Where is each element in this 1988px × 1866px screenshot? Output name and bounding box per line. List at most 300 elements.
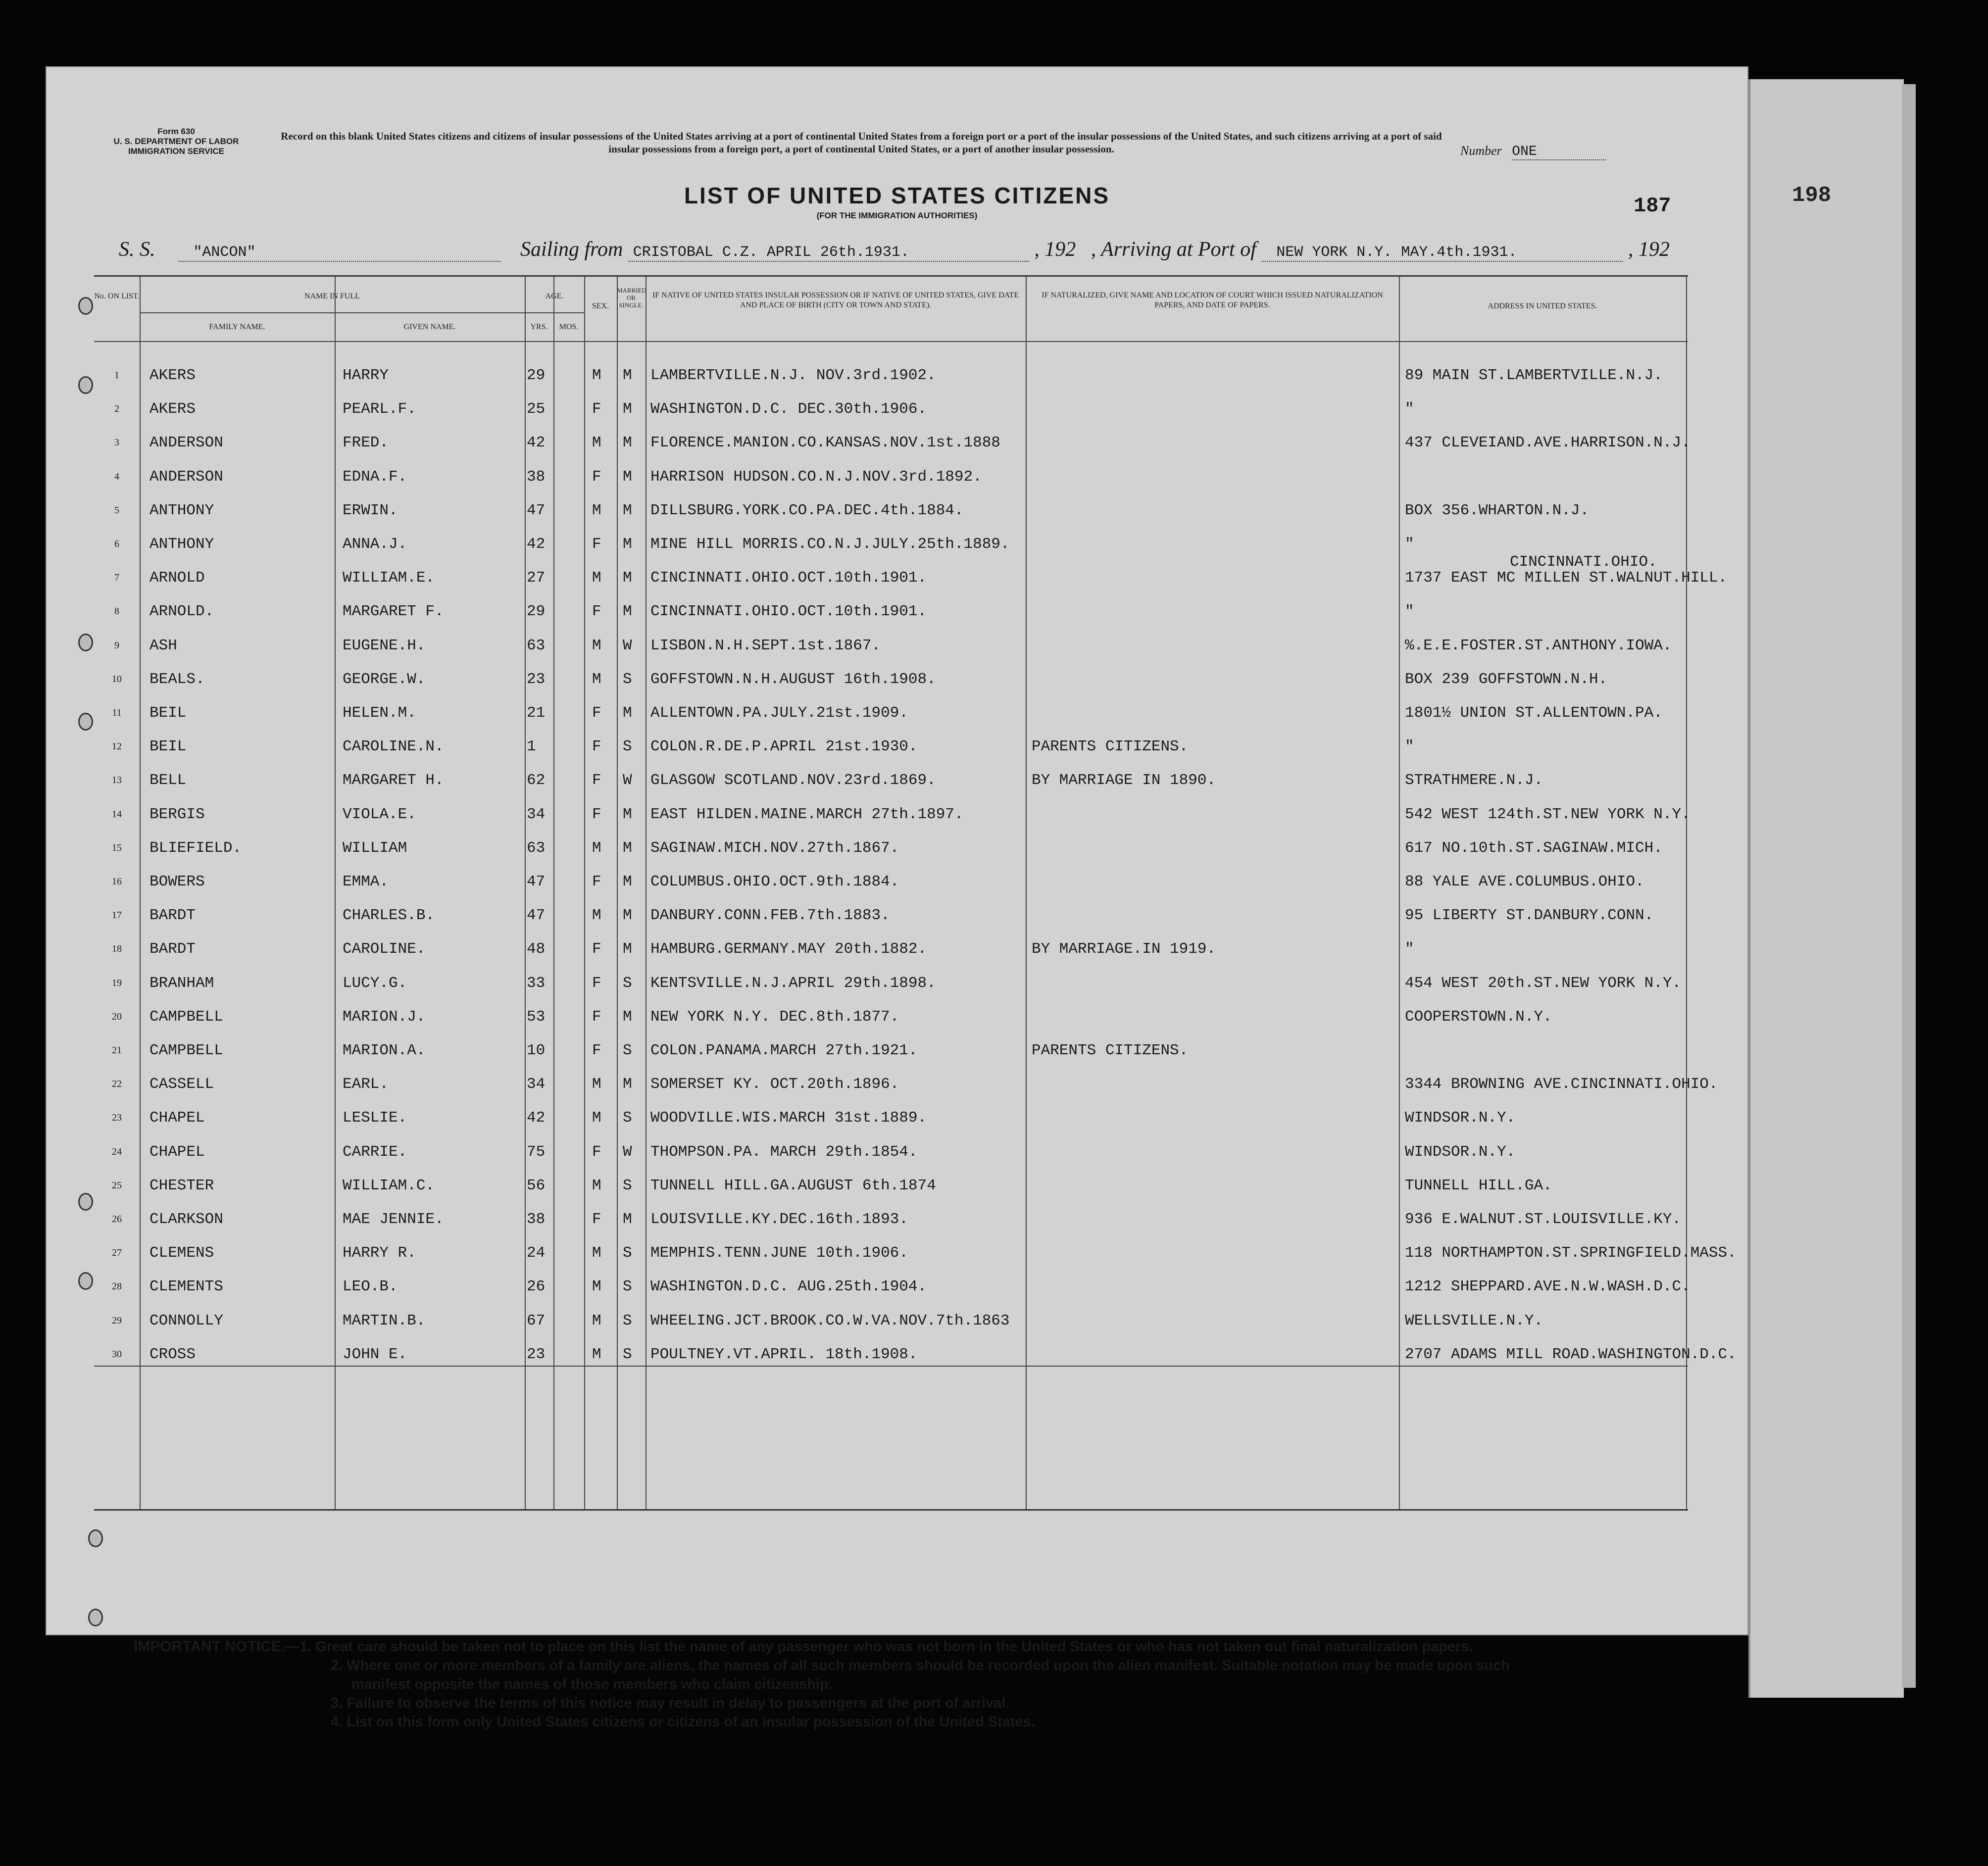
birth-place-date: FLORENCE.MANION.CO.KANSAS.NOV.1st.1888 bbox=[650, 434, 1000, 452]
age-years: 47 bbox=[527, 501, 546, 519]
year-2: , 192 bbox=[1628, 238, 1670, 261]
sex: M bbox=[592, 1312, 601, 1329]
marital-status: S bbox=[623, 1109, 632, 1127]
marital-status: M bbox=[623, 839, 632, 857]
marital-status: M bbox=[623, 501, 632, 519]
notice-item-4: 4. List on this form only United States citizens or citizens of an insular possession of the United States. bbox=[331, 1714, 1035, 1730]
birth-place-date: HAMBURG.GERMANY.MAY 20th.1882. bbox=[650, 940, 927, 958]
row-number: 18 bbox=[112, 943, 122, 955]
address: 542 WEST 124th.ST.NEW YORK N.Y. bbox=[1405, 805, 1690, 823]
marital-status: M bbox=[623, 536, 632, 553]
family-name: CHESTER bbox=[149, 1177, 214, 1194]
list-number-value: ONE bbox=[1512, 144, 1606, 160]
col-given-header: GIVEN NAME. bbox=[403, 323, 456, 331]
birth-place-date: LISBON.N.H.SEPT.1st.1867. bbox=[650, 637, 881, 654]
table-row bbox=[94, 828, 1688, 865]
marital-status: M bbox=[623, 1008, 632, 1026]
sex: M bbox=[592, 1244, 601, 1262]
next-page-number: 198 bbox=[1792, 183, 1832, 208]
col-age-header: AGE. bbox=[545, 292, 564, 300]
row-number: 6 bbox=[114, 539, 119, 549]
row-number: 7 bbox=[114, 572, 119, 584]
given-name: HARRY R. bbox=[343, 1244, 416, 1262]
birth-place-date: MEMPHIS.TENN.JUNE 10th.1906. bbox=[650, 1244, 908, 1262]
address: WINDSOR.N.Y. bbox=[1405, 1109, 1516, 1127]
row-number: 30 bbox=[112, 1348, 122, 1360]
age-years: 63 bbox=[527, 839, 546, 857]
table-row bbox=[94, 963, 1688, 1000]
given-name: MARTIN.B. bbox=[343, 1312, 426, 1329]
age-years: 29 bbox=[527, 603, 546, 621]
address: 1212 SHEPPARD.AVE.N.W.WASH.D.C. bbox=[1405, 1278, 1690, 1296]
given-name: MARGARET F. bbox=[343, 603, 444, 621]
family-name: AKERS bbox=[149, 367, 196, 384]
birth-place-date: WHEELING.JCT.BROOK.CO.W.VA.NOV.7th.1863 bbox=[650, 1312, 1010, 1329]
sex: F bbox=[592, 1008, 601, 1026]
address: TUNNELL HILL.GA. bbox=[1405, 1177, 1552, 1194]
birth-place-date: WOODVILLE.WIS.MARCH 31st.1889. bbox=[650, 1109, 927, 1127]
address: BOX 239 GOFFSTOWN.N.H. bbox=[1405, 670, 1608, 688]
table-row bbox=[94, 1334, 1737, 1372]
given-name: WILLIAM bbox=[343, 839, 407, 857]
birth-place-date: SAGINAW.MICH.NOV.27th.1867. bbox=[650, 839, 899, 857]
col-birth-header: IF NATIVE OF UNITED STATES INSULAR POSSESSION OR IF NATIVE OF UNITED STATES, GIVE DATE AND PLACE OF BIRTH (CITY OR TOWN AND STATE). bbox=[652, 291, 1019, 309]
family-name: CONNOLLY bbox=[149, 1312, 223, 1329]
birth-place-date: SOMERSET KY. OCT.20th.1896. bbox=[650, 1076, 899, 1093]
next-page-edge bbox=[1748, 79, 1904, 1698]
col-family-header: FAMILY NAME. bbox=[209, 323, 265, 331]
marital-status: S bbox=[623, 1244, 632, 1262]
age-years: 67 bbox=[527, 1312, 546, 1329]
arriving-label: , Arriving at Port of bbox=[1091, 238, 1256, 261]
family-name: ARNOLD. bbox=[149, 603, 214, 621]
family-name: ARNOLD bbox=[149, 569, 205, 587]
address: 617 NO.10th.ST.SAGINAW.MICH. bbox=[1405, 839, 1663, 857]
family-name: BOWERS bbox=[149, 873, 205, 890]
binder-hole bbox=[78, 297, 93, 315]
voyage-line bbox=[119, 238, 1703, 267]
address-city-note: CINCINNATI.OHIO. bbox=[1510, 553, 1657, 571]
table-row bbox=[94, 355, 1688, 393]
address: " bbox=[1405, 603, 1414, 621]
given-name: ANNA.J. bbox=[343, 536, 407, 553]
row-number: 4 bbox=[114, 471, 119, 482]
given-name: ERWIN. bbox=[343, 501, 398, 519]
family-name: CAMPBELL bbox=[149, 1042, 223, 1059]
marital-status: W bbox=[623, 1143, 632, 1161]
form-header bbox=[97, 127, 255, 156]
sex: M bbox=[592, 1345, 601, 1363]
sex: F bbox=[592, 772, 601, 789]
age-years: 29 bbox=[527, 367, 546, 384]
row-number: 21 bbox=[112, 1045, 122, 1056]
naturalization: PARENTS CITIZENS. bbox=[1032, 738, 1189, 756]
table-row bbox=[94, 895, 1688, 933]
age-years: 38 bbox=[527, 468, 546, 486]
family-name: ANDERSON bbox=[149, 468, 223, 486]
col-married-header: MARRIED OR SINGLE. bbox=[617, 287, 646, 309]
age-years: 42 bbox=[527, 536, 546, 553]
address: COOPERSTOWN.N.Y. bbox=[1405, 1008, 1552, 1026]
address: " bbox=[1405, 536, 1414, 553]
row-number: 26 bbox=[112, 1214, 122, 1225]
marital-status: M bbox=[623, 400, 632, 418]
marital-status: M bbox=[623, 1211, 632, 1228]
table-row bbox=[94, 1165, 1688, 1203]
address: 3344 BROWNING AVE.CINCINNATI.OHIO. bbox=[1405, 1076, 1718, 1093]
sex: F bbox=[592, 603, 601, 621]
header-rule bbox=[140, 312, 584, 313]
birth-place-date: KENTSVILLE.N.J.APRIL 29th.1898. bbox=[650, 974, 936, 992]
sex: M bbox=[592, 367, 601, 384]
family-name: CAMPBELL bbox=[149, 1008, 223, 1026]
table-row bbox=[94, 1266, 1688, 1304]
given-name: MAE JENNIE. bbox=[343, 1211, 444, 1228]
given-name: LESLIE. bbox=[343, 1109, 407, 1127]
table-row bbox=[94, 659, 1688, 696]
age-years: 62 bbox=[527, 772, 546, 789]
given-name: GEORGE.W. bbox=[343, 670, 426, 688]
given-name: EMMA. bbox=[343, 873, 389, 890]
sex: F bbox=[592, 1211, 601, 1228]
col-address-header: ADDRESS IN UNITED STATES. bbox=[1488, 302, 1597, 310]
form-number: Form 630 bbox=[157, 127, 195, 136]
family-name: CHAPEL bbox=[149, 1109, 205, 1127]
marital-status: S bbox=[623, 1312, 632, 1329]
given-name: HARRY bbox=[343, 367, 389, 384]
family-name: BEIL bbox=[149, 738, 187, 756]
row-number: 14 bbox=[112, 808, 122, 820]
address: 89 MAIN ST.LAMBERTVILLE.N.J. bbox=[1405, 367, 1663, 384]
family-name: BARDT bbox=[149, 907, 196, 925]
address: " bbox=[1405, 738, 1414, 756]
marital-status: S bbox=[623, 1278, 632, 1296]
binder-hole bbox=[78, 376, 93, 394]
row-number: 22 bbox=[112, 1079, 122, 1090]
sex: F bbox=[592, 974, 601, 992]
marital-status: S bbox=[623, 1177, 632, 1194]
given-name: CAROLINE.N. bbox=[343, 738, 444, 756]
birth-place-date: HARRISON HUDSON.CO.N.J.NOV.3rd.1892. bbox=[650, 468, 982, 486]
sex: M bbox=[592, 1177, 601, 1194]
row-number: 23 bbox=[112, 1112, 122, 1124]
address: 454 WEST 20th.ST.NEW YORK N.Y. bbox=[1405, 974, 1682, 992]
notice-lead: IMPORTANT NOTICE. bbox=[134, 1638, 286, 1655]
age-years: 23 bbox=[527, 670, 546, 688]
sex: M bbox=[592, 1278, 601, 1296]
row-number: 29 bbox=[112, 1315, 122, 1326]
table-row bbox=[94, 726, 1688, 764]
ship-name: "ANCON" bbox=[179, 244, 500, 262]
age-years: 48 bbox=[527, 940, 546, 958]
table-row bbox=[94, 625, 1688, 663]
row-number: 24 bbox=[112, 1146, 122, 1157]
marital-status: M bbox=[623, 704, 632, 722]
sailing-value: CRISTOBAL C.Z. APRIL 26th.1931. bbox=[628, 244, 1029, 262]
address: STRATHMERE.N.J. bbox=[1405, 772, 1543, 789]
notice-item-3: 3. Failure to observe the terms of this notice may result in delay to passengers at the port of arrival. bbox=[331, 1695, 1010, 1711]
given-name: CARRIE. bbox=[343, 1143, 407, 1161]
birth-place-date: TUNNELL HILL.GA.AUGUST 6th.1874 bbox=[650, 1177, 936, 1194]
address: 1737 EAST MC MILLEN ST.WALNUT.HILL. bbox=[1405, 569, 1728, 587]
address: BOX 356.WHARTON.N.J. bbox=[1405, 501, 1590, 519]
important-notice bbox=[134, 1637, 1708, 1731]
age-years: 47 bbox=[527, 873, 546, 890]
family-name: BERGIS bbox=[149, 805, 205, 823]
notice-item-2a: 2. Where one or more members of a family are aliens, the names of all such members should be recorded upon the alien manifest. Suitable notation may be made upon such bbox=[331, 1658, 1510, 1673]
address: 437 CLEVEIAND.AVE.HARRISON.N.J. bbox=[1405, 434, 1690, 452]
table-row bbox=[94, 861, 1688, 899]
passenger-table bbox=[94, 275, 1737, 1511]
family-name: ANTHONY bbox=[149, 536, 214, 553]
year-1: , 192 bbox=[1034, 238, 1076, 261]
age-years: 25 bbox=[527, 400, 546, 418]
given-name: WILLIAM.C. bbox=[343, 1177, 435, 1194]
marital-status: M bbox=[623, 468, 632, 486]
given-name: EDNA.F. bbox=[343, 468, 407, 486]
sex: F bbox=[592, 468, 601, 486]
birth-place-date: GOFFSTOWN.N.H.AUGUST 16th.1908. bbox=[650, 670, 936, 688]
given-name: LUCY.G. bbox=[343, 974, 407, 992]
address: " bbox=[1405, 400, 1414, 418]
birth-place-date: GLASGOW SCOTLAND.NOV.23rd.1869. bbox=[650, 772, 936, 789]
sex: F bbox=[592, 536, 601, 553]
notice-item-2b: manifest opposite the names of those members who claim citizenship. bbox=[351, 1676, 833, 1692]
next-page-edge-shadow bbox=[1902, 84, 1916, 1688]
birth-place-date: THOMPSON.PA. MARCH 29th.1854. bbox=[650, 1143, 918, 1161]
address: WELLSVILLE.N.Y. bbox=[1405, 1312, 1543, 1329]
row-number: 11 bbox=[112, 707, 122, 718]
row-number: 12 bbox=[112, 741, 122, 752]
address: WINDSOR.N.Y. bbox=[1405, 1143, 1516, 1161]
age-years: 75 bbox=[527, 1143, 546, 1161]
table-row bbox=[94, 524, 1688, 561]
address: 88 YALE AVE.COLUMBUS.OHIO. bbox=[1405, 873, 1644, 890]
birth-place-date: POULTNEY.VT.APRIL. 18th.1908. bbox=[650, 1345, 918, 1363]
sex: F bbox=[592, 940, 601, 958]
given-name: MARION.J. bbox=[343, 1008, 426, 1026]
sex: M bbox=[592, 637, 601, 654]
family-name: CROSS bbox=[149, 1345, 196, 1363]
marital-status: S bbox=[623, 974, 632, 992]
family-name: ANDERSON bbox=[149, 434, 223, 452]
marital-status: S bbox=[623, 738, 632, 756]
row-number: 2 bbox=[114, 403, 119, 415]
header-rule bbox=[94, 341, 1688, 342]
naturalization: BY MARRIAGE IN 1890. bbox=[1032, 772, 1216, 789]
table-row bbox=[94, 490, 1688, 528]
birth-place-date: WASHINGTON.D.C. DEC.30th.1906. bbox=[650, 400, 927, 418]
age-years: 53 bbox=[527, 1008, 546, 1026]
sex: M bbox=[592, 434, 601, 452]
row-number: 19 bbox=[112, 977, 122, 988]
birth-place-date: MINE HILL MORRIS.CO.N.J.JULY.25th.1889. bbox=[650, 536, 1010, 553]
table-row bbox=[94, 422, 1688, 460]
age-years: 24 bbox=[527, 1244, 546, 1262]
family-name: ANTHONY bbox=[149, 501, 214, 519]
naturalization: BY MARRIAGE.IN 1919. bbox=[1032, 940, 1216, 958]
age-years: 34 bbox=[527, 1076, 546, 1093]
notice-item-1: —1. Great care should be taken not to place on this list the name of any passenger who was not born in the United States or who has not taken out final naturalization papers. bbox=[285, 1639, 1473, 1655]
marital-status: M bbox=[623, 367, 632, 384]
binder-hole bbox=[78, 634, 93, 651]
table-row bbox=[94, 929, 1688, 966]
age-years: 42 bbox=[527, 1109, 546, 1127]
family-name: CHAPEL bbox=[149, 1143, 205, 1161]
table-row bbox=[94, 1232, 1737, 1270]
table-row bbox=[94, 1199, 1688, 1236]
sex: M bbox=[592, 1109, 601, 1127]
sex: M bbox=[592, 670, 601, 688]
marital-status: M bbox=[623, 569, 632, 587]
row-number: 3 bbox=[114, 437, 119, 448]
age-years: 42 bbox=[527, 434, 546, 452]
birth-place-date: DANBURY.CONN.FEB.7th.1883. bbox=[650, 907, 890, 925]
row-number: 28 bbox=[112, 1281, 122, 1292]
sex: F bbox=[592, 873, 601, 890]
birth-place-date: LOUISVILLE.KY.DEC.16th.1893. bbox=[650, 1211, 908, 1228]
age-years: 23 bbox=[527, 1345, 546, 1363]
given-name: JOHN E. bbox=[343, 1345, 407, 1363]
row-number: 5 bbox=[114, 504, 119, 516]
sex: F bbox=[592, 805, 601, 823]
binder-hole bbox=[78, 1193, 93, 1211]
family-name: BEALS. bbox=[149, 670, 205, 688]
col-sex-header: SEX. bbox=[592, 302, 609, 310]
address: 936 E.WALNUT.ST.LOUISVILLE.KY. bbox=[1405, 1211, 1682, 1228]
naturalization: PARENTS CITIZENS. bbox=[1032, 1042, 1189, 1059]
page-number: 187 bbox=[1634, 194, 1671, 218]
family-name: BELL bbox=[149, 772, 187, 789]
address: %.E.E.FOSTER.ST.ANTHONY.IOWA. bbox=[1405, 637, 1672, 654]
birth-place-date: COLON.R.DE.P.APRIL 21st.1930. bbox=[650, 738, 918, 756]
list-number-label: Number bbox=[1460, 144, 1502, 158]
birth-place-date: EAST HILDEN.MAINE.MARCH 27th.1897. bbox=[650, 805, 964, 823]
row-number: 9 bbox=[114, 639, 119, 651]
col-no-header: No. ON LIST. bbox=[94, 292, 140, 300]
binder-hole bbox=[88, 1529, 103, 1547]
birth-place-date: DILLSBURG.YORK.CO.PA.DEC.4th.1884. bbox=[650, 501, 964, 519]
sex: F bbox=[592, 704, 601, 722]
row-number: 25 bbox=[112, 1179, 122, 1191]
family-name: CASSELL bbox=[149, 1076, 214, 1093]
row-number: 15 bbox=[112, 842, 122, 853]
age-years: 47 bbox=[527, 907, 546, 925]
row-number: 17 bbox=[112, 910, 122, 921]
table-row bbox=[94, 553, 1728, 595]
sex: F bbox=[592, 1042, 601, 1059]
birth-place-date: NEW YORK N.Y. DEC.8th.1877. bbox=[650, 1008, 899, 1026]
row-number: 27 bbox=[112, 1247, 122, 1259]
given-name: MARGARET H. bbox=[343, 772, 444, 789]
table-row bbox=[94, 1131, 1688, 1169]
marital-status: M bbox=[623, 873, 632, 890]
given-name: VIOLA.E. bbox=[343, 805, 416, 823]
row-number: 8 bbox=[114, 606, 119, 617]
department-name: U. S. DEPARTMENT OF LABOR bbox=[113, 137, 239, 146]
birth-place-date: COLON.PANAMA.MARCH 27th.1921. bbox=[650, 1042, 918, 1059]
birth-place-date: ALLENTOWN.PA.JULY.21st.1909. bbox=[650, 704, 908, 722]
birth-place-date: COLUMBUS.OHIO.OCT.9th.1884. bbox=[650, 873, 899, 890]
ss-label: S. S. bbox=[119, 238, 155, 261]
table-row bbox=[94, 1097, 1688, 1135]
family-name: ASH bbox=[149, 637, 177, 654]
marital-status: W bbox=[623, 637, 632, 654]
row-number: 16 bbox=[112, 876, 122, 887]
age-years: 10 bbox=[527, 1042, 546, 1059]
age-years: 56 bbox=[527, 1177, 546, 1194]
row-number: 20 bbox=[112, 1011, 122, 1022]
page-subtitle: (FOR THE IMMIGRATION AUTHORITIES) bbox=[816, 211, 978, 220]
sailing-label: Sailing from bbox=[520, 238, 623, 261]
row-number: 1 bbox=[114, 370, 119, 381]
sex: F bbox=[592, 400, 601, 418]
family-name: BLIEFIELD. bbox=[149, 839, 242, 857]
given-name: WILLIAM.E. bbox=[343, 569, 435, 587]
birth-place-date: CINCINNATI.OHIO.OCT.10th.1901. bbox=[650, 569, 927, 587]
list-number bbox=[1460, 144, 1606, 160]
age-years: 21 bbox=[527, 704, 546, 722]
marital-status: M bbox=[623, 805, 632, 823]
birth-place-date: WASHINGTON.D.C. AUG.25th.1904. bbox=[650, 1278, 927, 1296]
given-name: CAROLINE. bbox=[343, 940, 426, 958]
sex: F bbox=[592, 1143, 601, 1161]
col-naturalized-header: IF NATURALIZED, GIVE NAME AND LOCATION OF COURT WHICH ISSUED NATURALIZATION PAPERS, AND DATE OF PAPERS. bbox=[1042, 291, 1383, 309]
marital-status: M bbox=[623, 907, 632, 925]
age-years: 38 bbox=[527, 1211, 546, 1228]
age-years: 34 bbox=[527, 805, 546, 823]
age-years: 1 bbox=[527, 738, 536, 756]
given-name: EARL. bbox=[343, 1076, 389, 1093]
page-title: LIST OF UNITED STATES CITIZENS bbox=[684, 183, 1110, 208]
table-row bbox=[94, 692, 1688, 730]
binder-hole bbox=[78, 1272, 93, 1290]
sex: F bbox=[592, 738, 601, 756]
age-years: 63 bbox=[527, 637, 546, 654]
family-name: BEIL bbox=[149, 704, 187, 722]
given-name: FRED. bbox=[343, 434, 389, 452]
family-name: BRANHAM bbox=[149, 974, 214, 992]
sex: M bbox=[592, 839, 601, 857]
marital-status: S bbox=[623, 1042, 632, 1059]
table-row bbox=[94, 1064, 1718, 1101]
marital-status: M bbox=[623, 603, 632, 621]
given-name: LEO.B. bbox=[343, 1278, 398, 1296]
family-name: BARDT bbox=[149, 940, 196, 958]
marital-status: S bbox=[623, 670, 632, 688]
given-name: HELEN.M. bbox=[343, 704, 416, 722]
family-name: CLEMENTS bbox=[149, 1278, 223, 1296]
address: 2707 ADAMS MILL ROAD.WASHINGTON.D.C. bbox=[1405, 1345, 1737, 1363]
marital-status: M bbox=[623, 1076, 632, 1093]
address: 95 LIBERTY ST.DANBURY.CONN. bbox=[1405, 907, 1654, 925]
given-name: CHARLES.B. bbox=[343, 907, 435, 925]
table-row bbox=[94, 996, 1688, 1034]
given-name: MARION.A. bbox=[343, 1042, 426, 1059]
given-name: PEARL.F. bbox=[343, 400, 416, 418]
age-years: 27 bbox=[527, 569, 546, 587]
family-name: AKERS bbox=[149, 400, 196, 418]
family-name: CLEMENS bbox=[149, 1244, 214, 1262]
table-row bbox=[94, 389, 1688, 426]
sex: M bbox=[592, 1076, 601, 1093]
age-years: 33 bbox=[527, 974, 546, 992]
table-row bbox=[94, 760, 1688, 797]
table-row bbox=[94, 591, 1688, 629]
given-name: EUGENE.H. bbox=[343, 637, 426, 654]
record-instructions: Record on this blank United States citizens and citizens of insular possessions of the United States arriving at a port of continental United States from a foreign port or a port of the insular possessions of the United States, and such citizens arriving at a port of said insular possessions from a foreign port, a port of continental United States, or a port of another insular possession. bbox=[281, 130, 1442, 155]
table-row bbox=[94, 456, 1688, 494]
